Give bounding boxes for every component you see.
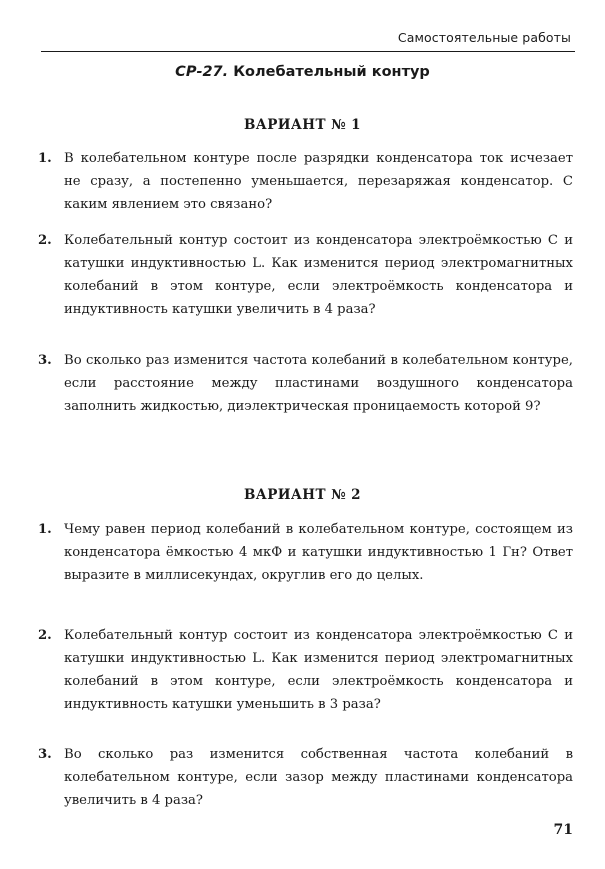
problem-text: Колебательный контур состоит из конденсатора электроёмкостью C и катушки индуктивностью L. Как изменится период электромагнитных колебаний в этом контуре, если электроёмкость конденсатора и индуктивность катушки уменьшить в 3 раза? xyxy=(64,628,573,712)
problem-number: 3. xyxy=(38,353,52,368)
problem-number: 3. xyxy=(38,747,52,762)
variant-2-problem-3 xyxy=(38,743,573,812)
problem-text: Колебательный контур состоит из конденсатора электроёмкостью C и катушки индуктивностью L. Как изменится период электромагнитных колебаний в этом контуре, если электроёмкость конденсатора и индуктивность катушки увеличить в 4 раза? xyxy=(64,233,573,317)
title-code: СР-27. xyxy=(175,64,229,80)
page-title xyxy=(0,64,605,80)
page-number: 71 xyxy=(553,822,573,838)
problem-number: 2. xyxy=(38,628,52,643)
title-text: Колебательный контур xyxy=(228,64,430,80)
variant-2-problem-2 xyxy=(38,624,573,716)
variant-1-problem-1 xyxy=(38,147,573,216)
problem-number: 1. xyxy=(38,522,52,537)
header-rule xyxy=(41,51,575,52)
problem-text: Во сколько раз изменится частота колебаний в колебательном контуре, если расстояние между пластинами воздушного конденсатора заполнить жидкостью, диэлектрическая проницаемость которой 9? xyxy=(64,353,573,414)
running-head: Самостоятельные работы xyxy=(397,30,571,45)
variant-2-problem-1 xyxy=(38,518,573,587)
problem-number: 2. xyxy=(38,233,52,248)
variant-1-heading: ВАРИАНТ № 1 xyxy=(244,117,361,133)
problem-text: Во сколько раз изменится собственная частота колебаний в колебательном контуре, если зазор между пластинами конденсатора увеличить в 4 раза? xyxy=(64,747,573,808)
variant-2-heading: ВАРИАНТ № 2 xyxy=(244,487,361,503)
problem-text: В колебательном контуре после разрядки конденсатора ток исчезает не сразу, а постепенно уменьшается, перезаряжая конденсатор. С каким явлением это связано? xyxy=(64,151,573,212)
problem-number: 1. xyxy=(38,151,52,166)
problem-text: Чему равен период колебаний в колебательном контуре, состоящем из конденсатора ёмкостью 4 мкФ и катушки индуктивностью 1 Гн? Ответ выразите в миллисекундах, округлив его до целых. xyxy=(64,522,573,583)
variant-1-problem-2 xyxy=(38,229,573,321)
variant-1-problem-3 xyxy=(38,349,573,418)
